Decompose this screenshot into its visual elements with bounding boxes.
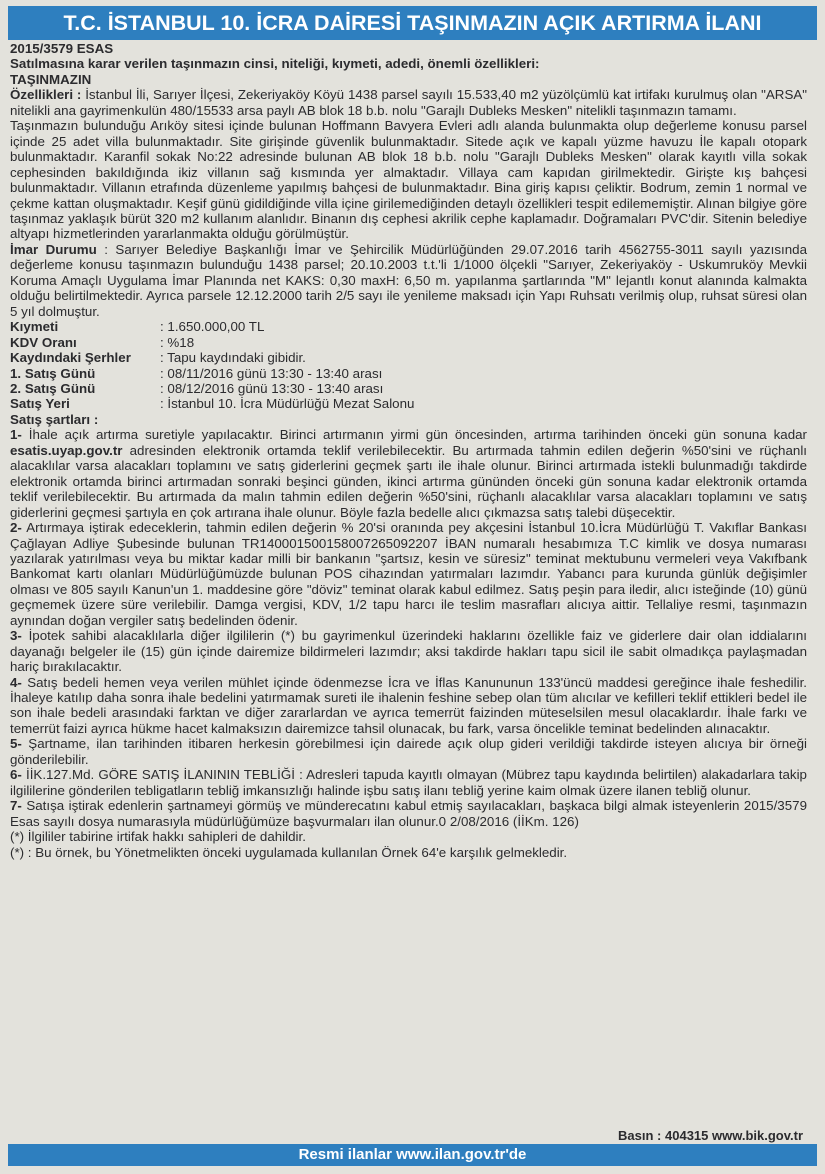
note-1: (*) İlgililer tabirine irtifak hakkı sahipleri de dahildir. [10,829,306,845]
note-2: (*) : Bu örnek, bu Yönetmelikten önceki uygulamada kullanılan Örnek 64'e karşılık gelmekledir. [10,844,568,860]
info-row-second-sale [10,381,807,396]
conditions-heading: Satış şartları : [10,411,99,427]
features-text: İstanbul İli, Sarıyer İlçesi, Zekeriyaköy Köyü 1438 parsel sayılı 15.533,40 m2 yüzölçümlü kat irtifakı kurulmuş olan "ARSA" nitelikli ana gayrimenkulün 480/15533 arsa paylı AB blok 18 b.b. nolu "Garajlı Dubleks Mesken" nitelikli taşınmazın tamamı. [10,87,807,118]
info-key: Satış Yeri [10,396,70,412]
condition-text: Şartname, ilan tarihinden itibaren herkesin görebilmesi için dairede açık olup gideri verildiği takdirde isteyen alıcıya bir örneği gönderilebilir. [10,736,807,767]
info-value: : İstanbul 10. İcra Müdürlüğü Mezat Salonu [160,396,415,412]
info-row-value [10,319,807,334]
features-label: Özellikleri : [10,87,82,103]
zoning-label: İmar Durumu [10,241,97,257]
zoning-paragraph [10,242,807,319]
features-paragraph [10,87,807,118]
info-row-vat [10,335,807,350]
condition-text: Satış bedeli hemen veya verilen mühlet içinde ödenmezse İcra ve İflas Kanununun 133'üncü maddesi gereğince ihale feshedilir. İhaleye katılıp daha sonra ihale bedelini yatırmamak sureti ile ihalenin feshine sebep olan tüm alıcılar ve kefilleri teklif ettikleri bedel ile son ihale bedeli arasındaki farktan ve diğer zararlardan ve ayrıca temerrüt faizinden müteselsilen mesul olacaklardır. İhale farkı ve temerrüt faizi ayrıca hükme hacet kalmaksızın dairemizce tahsil olunacak, bu fark, varsa öncelikle teminat bedelinden alınacaktır. [10,674,807,736]
info-key: Kaydındaki Şerhler [10,350,131,366]
info-row-sale-place [10,396,807,411]
zoning-text: : Sarıyer Belediye Başkanlığı İmar ve Şehircilik Müdürlüğünden 29.07.2016 tarih 4562755-3011 sayılı yazısında değerleme konusu taşınmazın bulunduğu 1438 parsel; 20.10.2003 t.t.'li 1/1000 ölçekli "Sarıyer, Zekeriyaköy - Uskumruköy Mevkii Koruma Amaçlı Uygulama İmar Planında net KAKS: 0,30 maxH: 6,50 m. yapılanma şartlarında "M" lejantlı konut alanında kalmakta olduğu belirtilmektedir. Ayrıca parsele 12.12.2000 tarih 2/5 sayı ile yenileme maksadı için Yapı Ruhsatı verilmiş olup, ruhsat süresi olan 5 yıl dolmuştur. [10,241,807,319]
info-row-annotations [10,350,807,365]
notice-body [10,41,807,860]
condition-text: adresinden elektronik ortamda teklif verilebilecektir. Bu artırmada tahmin edilen değerin %50'sini ve rüçhanlı alacaklılar varsa alacakları toplamını ve satış giderlerini geçmek şartı ile ihale olunur. Birinci artırmada istekli bulunmadığı takdirde elektronik ortamda birinci artırmadan sonraki beşinci günden, ikinci artırma gününden önceki gün sonuna kadar elektronik ortamda teklif verilebilecektir. Bu artırmada da malın tahmin edilen değerin %50'sini, rüçhanlı alacaklılar varsa alacakları toplamını ve satış giderlerini geçmesi şartıyla en çok artırana ihale olunur. Böyle fazla bedelle alıcı çıkmazsa satış talebi düşecektir. [10,442,807,520]
info-key: 2. Satış Günü [10,380,96,396]
condition-2 [10,520,807,628]
condition-4 [10,675,807,737]
info-key: KDV Oranı [10,334,77,350]
case-number: 2015/3579 ESAS [10,41,114,56]
condition-6 [10,767,807,798]
condition-number: 5- [10,736,22,752]
condition-heading: İİK.127.Md. GÖRE SATIŞ İLANININ TEBLİĞİ [21,767,295,783]
info-value: : 08/11/2016 günü 13:30 - 13:40 arası [160,365,383,381]
condition-text: İhale açık artırma suretiyle yapılacaktır. Birinci artırmanın yirmi gün öncesinden, artırma tarihinden önceki gün sonuna kadar [21,427,807,443]
info-value: : Tapu kaydındaki gibidir. [160,350,306,366]
section-title: TAŞINMAZIN [10,71,92,87]
info-value: : %18 [160,334,195,350]
info-value: : 1.650.000,00 TL [160,319,265,335]
condition-text: Satışa iştirak edenlerin şartnameyi görmüş ve münderecatını kabul etmiş sayılacakları, başkaca bilgi almak isteyenlerin 2015/3579 Esas sayılı dosya numarasıyla müdürlüğümüze başvurmaları ilan olunur.0 2/08/2016 (İİKm. 126) [10,798,807,829]
condition-number: 1- [10,427,22,443]
condition-text: Artırmaya iştirak edeceklerin, tahmin edilen değerin % 20'si oranında pey akçesini İstanbul 10.İcra Müdürlüğü T. Vakıflar Bankası Çağlayan Adliye Şubesinde bulunan TR140001500158007265092207 İBAN numaralı hesabımıza T.C kimlik ve dosya numarası yazılarak yatırılması veya bu miktar kadar milli bir bankanın "şartsız, kesin ve süresiz" teminat mektubunu vermeleri veya Vakıfbank Bankomat kartı olanları Müdürlüğümüzde bulunan POS cihazından yatırmaları lazımdır. Yabancı para kurunda günlük değişimler olması ve 805 sayılı Kanun'un 1. maddesine göre "döviz" teminat olarak kabul edilmez. Satış peşin para iledir, alıcı isteğinde (10) günü geçmemek üzere süre verilebilir. Damga vergisi, KDV, 1/2 tapu harcı ile teslim masrafları alıcıya aittir. Tellaliye resmi, taşınmazın aynından doğan vergiler satış bedelinden ödenir. [10,520,807,628]
condition-number: 4- [10,674,22,690]
description-paragraph: Taşınmazın bulunduğu Arıköy sitesi içinde bulunan Hoffmann Bavyera Evleri adlı alanda bulunmakta olup değerleme konusu parsel içinde 25 adet villa bulunmaktadır. Site girişinde güvenlik bulunmaktadır. Sitede açık ve kapalı yüzme havuzu İle kapalı otopark bulunmaktadır. Karanfil sokak No:22 adresinde bulunan AB blok 18 b.b. nolu "Garajlı Dubleks Mesken" olarak kayıtlı villa sokak cephesinden bakıldığında ikiz villanın sağ kısmında yer almaktadır. Villaya cam kapıdan girilmektedir. Girişte kış bahçesi bulunmaktadır. Villanın etrafında düzenleme yapılmış bahçesi de bulunmaktadır. Bina giriş kapısı çeliktir. Bodrum, zemin 1 normal ve çekme kattan oluşmaktadır. Keşif günü gidildiğinde villa içine girilemediğinden detaylı özellikleri tespit edilememiştir. Alınan bilgiye göre taşınmaz yaklaşık bürüt 320 m2 kullanım alanlıdır. Binanın dış cephesi akrilik cephe kaplamadır. Doğramaları PVC'dir. Sitenin belediye altyapı hizmetlerinden yararlanmakta olduğu görülmüştür. [10,118,807,242]
info-key: 1. Satış Günü [10,365,96,381]
press-reference: Basın : 404315 www.bik.gov.tr [618,1128,803,1143]
condition-number: 6- [10,767,22,783]
condition-text: İpotek sahibi alacaklılarla diğer ilgililerin (*) bu gayrimenkul üzerindeki haklarını özellikle faiz ve giderlere dair olan iddialarını dayanağı belgeler ile (15) gün içinde dairemize bildirmeleri lazımdır; aksi takdirde hakları tapu sicil ile sabit olmadıkça paylaşmadan hariç bırakılacaktır. [10,628,807,675]
footer-banner: Resmi ilanlar www.ilan.gov.tr'de [8,1144,817,1166]
condition-7 [10,798,807,829]
notice-title: T.C. İSTANBUL 10. İCRA DAİRESİ TAŞINMAZIN AÇIK ARTIRMA İLANI [8,6,817,40]
condition-number: 2- [10,520,22,536]
condition-number: 3- [10,628,22,644]
info-value: : 08/12/2016 günü 13:30 - 13:40 arası [160,380,384,396]
condition-3 [10,628,807,674]
condition-5 [10,736,807,767]
intro-heading: Satılmasına karar verilen taşınmazın cinsi, niteliği, kıymeti, adedi, önemli özellikleri: [10,56,540,72]
condition-number: 7- [10,798,22,814]
condition-1 [10,427,807,520]
info-key: Kıymeti [10,319,59,335]
condition-text: : Adresleri tapuda kayıtlı olmayan (Mübrez tapu kaydında belirtilen) alakadarlara takip ilgililerine gönderilen tebligatların tebliğ imkansızlığı halinde işbu satış ilanı tebliğ yerine kaim olmak üzere ilanen tebliğ olunur. [10,767,807,798]
info-row-first-sale [10,366,807,381]
esatis-link[interactable]: esatis.uyap.gov.tr [10,442,123,458]
